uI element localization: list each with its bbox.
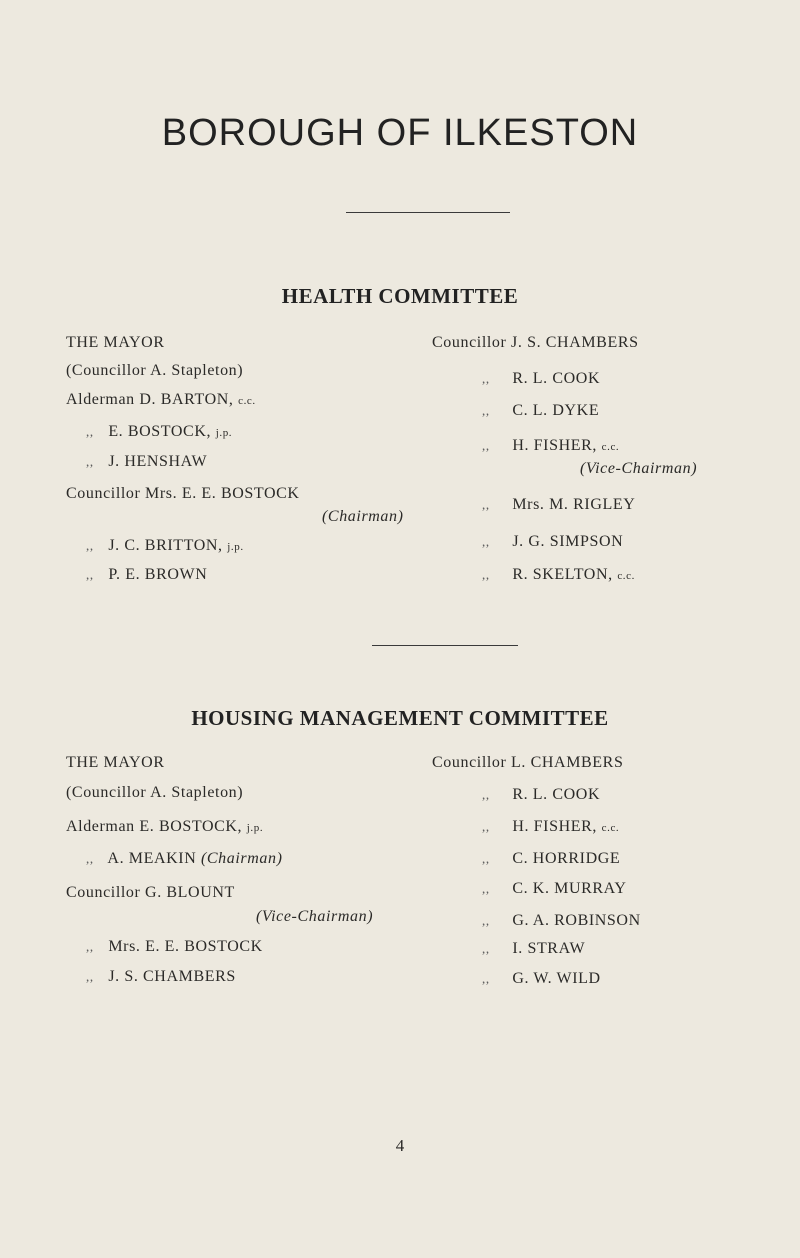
housing-member-bostock-e: Alderman E. BOSTOCK, j.p. <box>66 818 264 835</box>
health-mayor-note: (Councillor A. Stapleton) <box>66 362 244 379</box>
health-member-rigley: ,, Mrs. M. RIGLEY <box>482 496 636 513</box>
mayor-label: THE MAYOR <box>66 334 165 351</box>
ditto-mark: ,, <box>482 881 490 896</box>
qualification: c.c. <box>238 395 256 407</box>
housing-member-chambers-js: ,, J. S. CHAMBERS <box>86 968 236 985</box>
housing-member-murray: ,, C. K. MURRAY <box>482 880 627 897</box>
health-committee-heading: HEALTH COMMITTEE <box>281 284 519 308</box>
health-member-henshaw: ,, J. HENSHAW <box>86 453 208 470</box>
mayor-label: THE MAYOR <box>66 754 165 771</box>
housing-member-cook: ,, R. L. COOK <box>482 786 601 803</box>
page-number: 4 <box>395 1136 405 1155</box>
health-member-bostock-e: ,, E. BOSTOCK, j.p. <box>86 423 233 440</box>
ditto-mark: ,, <box>482 497 490 512</box>
ditto-mark: ,, <box>86 454 94 469</box>
health-mayor <box>66 334 165 352</box>
health-member-simpson: ,, J. G. SIMPSON <box>482 533 624 550</box>
housing-mayor-note: (Councillor A. Stapleton) <box>66 784 244 801</box>
housing-member-robinson: ,, G. A. ROBINSON <box>482 912 641 929</box>
ditto-mark: ,, <box>86 567 94 582</box>
ditto-mark: ,, <box>86 939 94 954</box>
housing-member-chambers-l: Councillor L. CHAMBERS <box>432 754 624 771</box>
ditto-mark: ,, <box>86 851 94 866</box>
ditto-mark: ,, <box>482 534 490 549</box>
ditto-mark: ,, <box>482 819 490 834</box>
section-divider <box>372 645 518 646</box>
page-title: BOROUGH OF ILKESTON <box>161 112 639 154</box>
qualification: j.p. <box>227 541 244 553</box>
chairman-role: (Chairman) <box>200 850 283 867</box>
ditto-mark: ,, <box>482 371 490 386</box>
ditto-mark: ,, <box>482 941 490 956</box>
ditto-mark: ,, <box>482 567 490 582</box>
ditto-mark: ,, <box>482 403 490 418</box>
health-member-fisher: ,, H. FISHER, c.c. <box>482 437 620 454</box>
ditto-mark: ,, <box>482 851 490 866</box>
ditto-mark: ,, <box>86 969 94 984</box>
ditto-mark: ,, <box>86 538 94 553</box>
qualification: j.p. <box>246 822 264 834</box>
housing-member-fisher: ,, H. FISHER, c.c. <box>482 818 620 835</box>
health-member-dyke: ,, C. L. DYKE <box>482 402 600 419</box>
housing-member-wild: ,, G. W. WILD <box>482 970 601 987</box>
health-vice-chairman-role: (Vice-Chairman) <box>580 460 698 477</box>
health-member-skelton: ,, R. SKELTON, c.c. <box>482 566 635 583</box>
ditto-mark: ,, <box>482 971 490 986</box>
qualification: c.c. <box>601 441 620 453</box>
qualification: c.c. <box>617 570 635 582</box>
title-divider <box>346 212 510 213</box>
ditto-mark: ,, <box>482 787 490 802</box>
health-member-barton: Alderman D. BARTON, c.c. <box>66 391 256 408</box>
ditto-mark: ,, <box>482 913 490 928</box>
health-member-brown: ,, P. E. BROWN <box>86 566 208 583</box>
qualification: j.p. <box>215 427 233 439</box>
qualification: c.c. <box>601 822 620 834</box>
health-member-britton: ,, J. C. BRITTON, j.p. <box>86 537 244 554</box>
housing-member-blount: Councillor G. BLOUNT <box>66 884 235 901</box>
ditto-mark: ,, <box>86 424 94 439</box>
ditto-mark: ,, <box>482 438 490 453</box>
housing-member-straw: ,, I. STRAW <box>482 940 586 957</box>
health-member-cook: ,, R. L. COOK <box>482 370 601 387</box>
health-member-bostock-mrs: Councillor Mrs. E. E. BOSTOCK <box>66 485 300 502</box>
health-chairman-role: (Chairman) <box>322 508 404 525</box>
health-member-chambers-js: Councillor J. S. CHAMBERS <box>432 334 639 351</box>
housing-member-bostock-mrs: ,, Mrs. E. E. BOSTOCK <box>86 938 263 955</box>
housing-mayor <box>66 754 165 772</box>
housing-member-meakin: ,, A. MEAKIN (Chairman) <box>86 850 283 867</box>
housing-member-horridge: ,, C. HORRIDGE <box>482 850 621 867</box>
housing-committee-heading: HOUSING MANAGEMENT COMMITTEE <box>191 706 609 730</box>
housing-vice-chairman-role: (Vice-Chairman) <box>256 908 374 925</box>
